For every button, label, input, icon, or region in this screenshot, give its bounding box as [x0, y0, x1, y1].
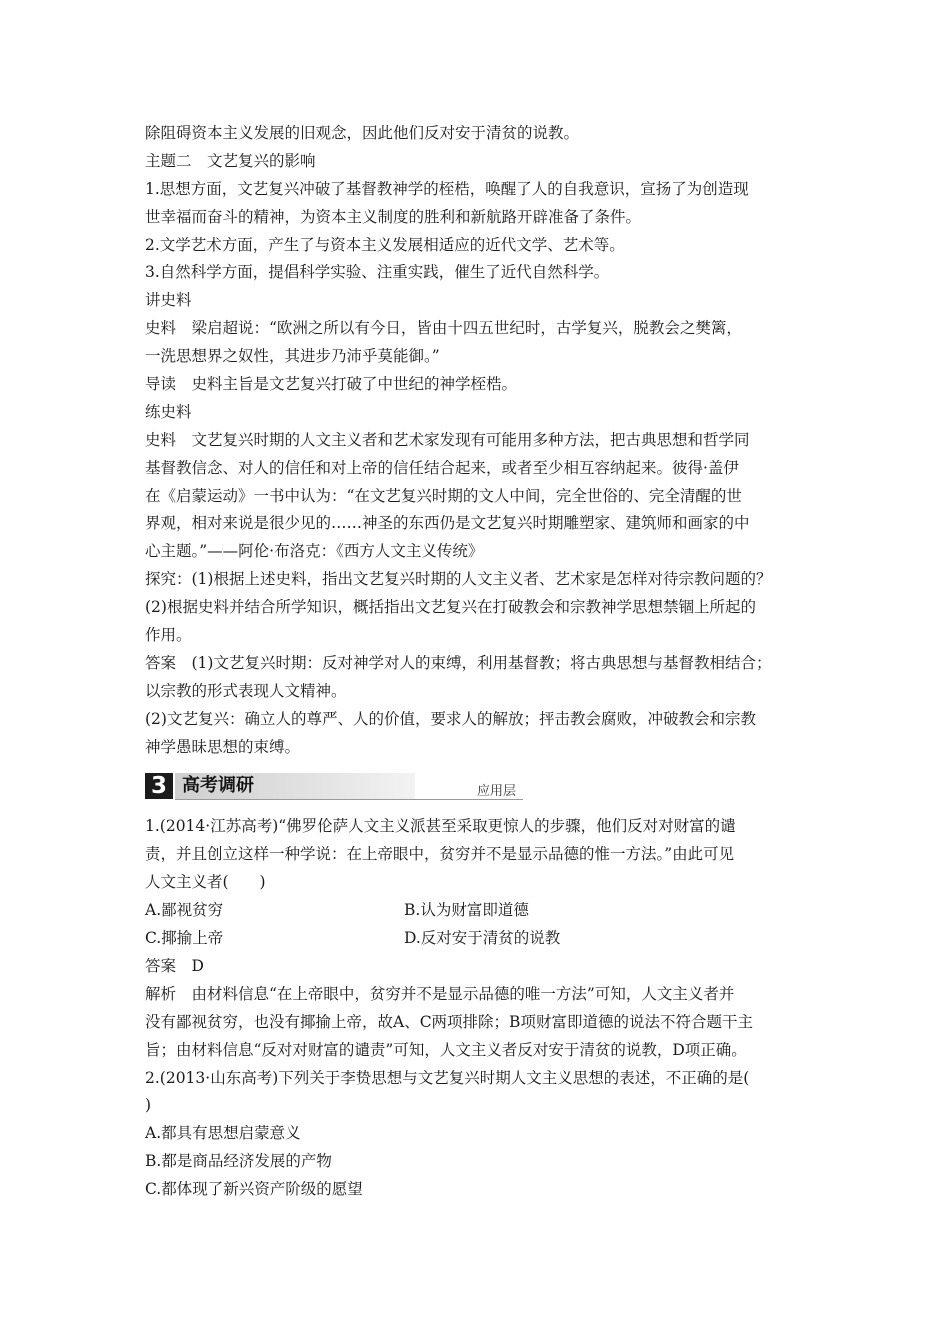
text-line: 作用。 — [145, 626, 192, 645]
banner-rule — [175, 799, 523, 800]
question-text: 2.(2013·山东高考)下列关于李贽思想与文艺复兴时期人文主义思想的表述，不正确的是( — [145, 1068, 750, 1087]
text-line: 以宗教的形式表现人文精神。 — [145, 681, 347, 700]
section-renaissance-influence — [145, 120, 817, 761]
question-text: 1.(2014·江苏高考)“佛罗伦萨人文主义派甚至采取更惊人的步骤，他们反对对财富的谴 — [145, 817, 736, 836]
subheading-practice-sources: 练史料 — [145, 402, 192, 421]
analysis-text: 旨；由材料信息“反对对财富的谴责”可知，人文主义者反对安于清贫的说教，D项正确。 — [145, 1040, 747, 1059]
option-c: C.都体现了新兴资产阶级的愿望 — [145, 1180, 363, 1199]
option-a: A.都具有思想启蒙意义 — [145, 1124, 301, 1143]
question-2 — [145, 1065, 817, 1204]
option-a: A.鄙视贫穷 — [145, 901, 224, 920]
text-line: 神学愚昧思想的束缚。 — [145, 737, 301, 756]
question-text: 责，并且创立这样一种学说：在上帝眼中，贫穷并不是显示品德的惟一方法。”由此可见 — [145, 845, 735, 864]
text-line: 史料 文艺复兴时期的人文主义者和艺术家发现有可能用多种方法，把古典思想和哲学同 — [145, 430, 750, 449]
option-b: B.认为财富即道德 — [404, 901, 529, 920]
question-text: 人文主义者( ) — [145, 873, 266, 892]
text-line: 心主题。”——阿伦·布洛克：《西方人文主义传统》 — [145, 542, 484, 561]
answer-line: 答案 D — [145, 956, 204, 975]
text-line: 2.文学艺术方面，产生了与资本主义发展相适应的近代文学、艺术等。 — [145, 235, 625, 254]
option-d: D.反对安于清贫的说教 — [404, 929, 561, 948]
text-line: 答案 (1)文艺复兴时期：反对神学对人的束缚，利用基督教；将古典思想与基督教相结合； — [145, 653, 772, 672]
text-line: (2)文艺复兴：确立人的尊严、人的价值，要求人的解放；抨击教会腐败，冲破教会和宗教 — [145, 709, 756, 728]
topic-heading: 主题二 文艺复兴的影响 — [145, 151, 316, 170]
options-row — [145, 897, 817, 925]
options-row — [145, 925, 817, 953]
text-line: 1.思想方面，文艺复兴冲破了基督教神学的桎梏，唤醒了人的自我意识，宣扬了为创造现 — [145, 179, 749, 198]
section-banner — [145, 768, 523, 804]
text-line: 一洗思想界之奴性，其进步乃沛乎莫能御。” — [145, 347, 440, 366]
page-content — [145, 120, 817, 1204]
text-line: 史料 梁启超说：“欧洲之所以有今日，皆由十四五世纪时，古学复兴，脱教会之樊篱， — [145, 319, 742, 338]
analysis-text: 没有鄙视贫穷，也没有揶揄上帝，故A、C两项排除；B项财富即道德的说法不符合题干主 — [145, 1012, 753, 1031]
section-title: 高考调研 — [182, 775, 254, 797]
section-level-tag: 应用层 — [477, 784, 517, 800]
text-line: 世幸福而奋斗的精神，为资本主义制度的胜利和新航路开辟准备了条件。 — [145, 207, 642, 226]
text-line: 界观，相对来说是很少见的……神圣的东西仍是文艺复兴时期雕塑家、建筑师和画家的中 — [145, 514, 750, 533]
question-text: ) — [145, 1096, 152, 1115]
analysis-text: 解析 由材料信息“在上帝眼中，贫穷并不是显示品德的唯一方法”可知，人文主义者并 — [145, 984, 735, 1003]
text-line: (2)根据史料并结合所学知识，概括指出文艺复兴在打破教会和宗教神学思想禁锢上所起的 — [145, 598, 756, 617]
subheading-explain-sources: 讲史料 — [145, 291, 192, 310]
section-number-badge: 3 — [145, 773, 173, 799]
option-c: C.揶揄上帝 — [145, 929, 224, 948]
question-1 — [145, 813, 817, 1064]
text-line: 在《启蒙运动》一书中认为：“在文艺复兴时期的文人中间，完全世俗的、完全清醒的世 — [145, 486, 742, 505]
option-b: B.都是商品经济发展的产物 — [145, 1152, 332, 1171]
text-line: 基督教信念、对人的信任和对上帝的信任结合起来，或者至少相互容纳起来。彼得·盖伊 — [145, 458, 739, 477]
text-line: 导读 史料主旨是文艺复兴打破了中世纪的神学桎梏。 — [145, 375, 518, 394]
text-line: 除阻碍资本主义发展的旧观念，因此他们反对安于清贫的说教。 — [145, 124, 580, 142]
text-line: 3.自然科学方面，提倡科学实验、注重实践，催生了近代自然科学。 — [145, 263, 610, 282]
text-line: 探究：(1)根据上述史料，指出文艺复兴时期的人文主义者、艺术家是怎样对待宗教问题的？ — [145, 570, 772, 589]
